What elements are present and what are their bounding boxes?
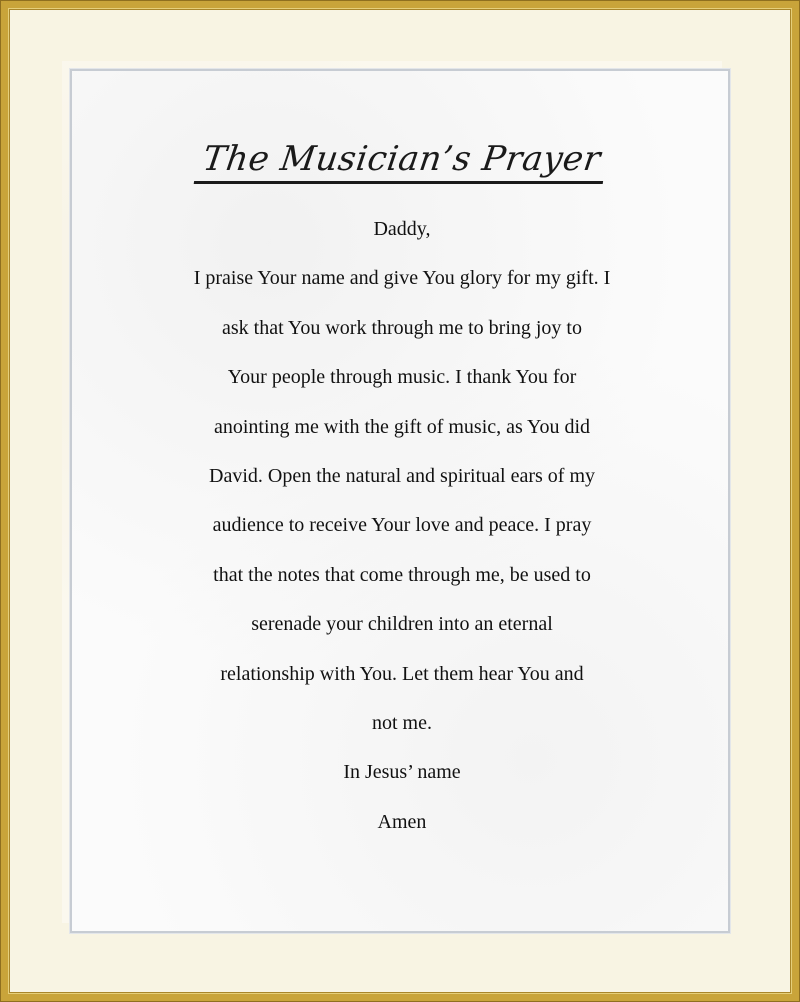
prayer-paper [70,69,730,933]
salutation: Daddy, [373,218,431,240]
prayer-line: serenade your children into an eternal [251,613,553,636]
prayer-line: audience to receive Your love and peace. I pray [212,514,592,537]
prayer-line: ask that You work through me to bring joy to [222,316,582,339]
signoff-line: Amen [377,810,427,833]
title-block [72,137,732,184]
prayer-line: relationship with You. Let them hear You and [220,662,584,685]
closing-line: In Jesus’ name [343,761,461,784]
prayer-line: that the notes that come through me, be used to [213,563,591,586]
prayer-body [72,209,732,851]
prayer-line: not me. [372,711,432,734]
prayer-line: Your people through music. I thank You for [227,366,577,389]
prayer-line: anointing me with the gift of music, as You did [213,415,591,438]
page-title: The Musician’s Prayer [194,137,610,184]
prayer-line: David. Open the natural and spiritual ears of my [209,464,595,487]
prayer-line: I praise Your name and give You glory for my gift. I [193,267,611,290]
